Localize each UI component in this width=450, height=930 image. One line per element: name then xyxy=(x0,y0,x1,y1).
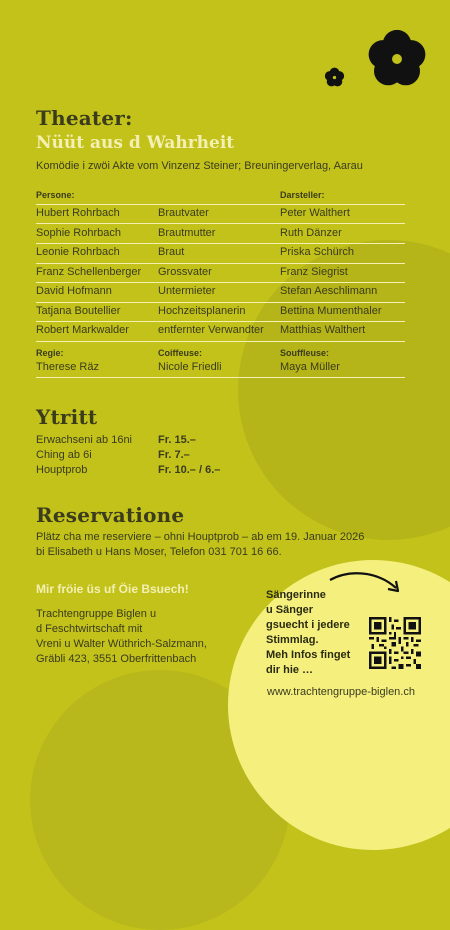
price-value: Fr. 15.– xyxy=(158,434,196,446)
cast-actor: Peter Walthert xyxy=(280,207,350,219)
address-line: Gräbli 423, 3551 Oberfrittenbach xyxy=(36,653,197,665)
cast-row xyxy=(36,282,405,302)
cast-row xyxy=(36,302,405,322)
cast-header-persone: Persone: xyxy=(36,190,75,200)
callout-line: dir hie … xyxy=(266,664,314,676)
welcome-text: Mir fröie üs uf Öie Bsuech! xyxy=(36,582,189,596)
reservation-text-line: bi Elisabeth u Hans Moser, Telefon 031 701 16 66. xyxy=(36,546,282,558)
price-value: Fr. 7.– xyxy=(158,449,190,461)
cast-actor: Matthias Walthert xyxy=(280,324,366,336)
callout-line: Stimmlag. xyxy=(266,634,319,646)
price-label: Erwachseni ab 16ni xyxy=(36,434,133,446)
cast-row xyxy=(36,224,405,244)
cast-person: Hubert Rohrbach xyxy=(36,207,120,219)
crew-name-souffleuse: Maya Müller xyxy=(280,361,340,373)
address-line: Vreni u Walter Wüthrich-Salzmann, xyxy=(36,638,207,650)
ytritt-heading: Ytritt xyxy=(36,405,98,429)
reservation-heading: Reservatione xyxy=(36,503,185,527)
cast-role: Hochzeitsplanerin xyxy=(158,304,246,317)
cast-person: Franz Schellenberger xyxy=(36,265,142,278)
price-label: Houptprob xyxy=(36,464,88,476)
small-flower-icon xyxy=(324,67,345,88)
website-link[interactable]: www.trachtengruppe-biglen.ch xyxy=(267,686,415,698)
cast-actor: Franz Siegrist xyxy=(280,265,348,278)
cast-person: Tatjana Boutellier xyxy=(36,304,121,317)
address-line: Trachtengruppe Biglen u xyxy=(36,608,157,620)
crew-name-regie: Therese Räz xyxy=(36,361,99,373)
reservation-text-line: Plätz cha me reserviere – ohni Houptprob – ab em 19. Januar 2026 xyxy=(36,531,365,543)
cast-actor: Bettina Mumenthaler xyxy=(280,304,382,317)
cast-row xyxy=(36,263,405,283)
cast-person: Leonie Rohrbach xyxy=(36,246,120,258)
cast-actor: Priska Schürch xyxy=(280,246,354,258)
theater-heading: Theater: xyxy=(36,106,133,130)
cast-role: Brautmutter xyxy=(158,226,216,239)
address-line: d Feschtwirtschaft mit xyxy=(36,623,143,635)
cast-row xyxy=(36,204,405,224)
choir-callout xyxy=(266,588,350,678)
callout-line: Sängerinne xyxy=(266,589,326,601)
cast-row xyxy=(36,321,405,341)
cast-person: Robert Markwalder xyxy=(36,324,129,336)
price-label: Ching ab 6i xyxy=(36,449,92,461)
divider xyxy=(36,377,405,378)
cast-person: Sophie Rohrbach xyxy=(36,226,122,239)
cast-role: Untermieter xyxy=(158,285,216,297)
divider xyxy=(36,341,405,342)
callout-line: u Sänger xyxy=(266,604,314,616)
crew-label-souffleuse: Souffleuse: xyxy=(280,348,330,358)
cast-role: entfernter Verwandter xyxy=(158,324,264,336)
play-title: Nüüt aus d Wahrheit xyxy=(36,133,235,153)
callout-line: gsuecht i jedere xyxy=(266,619,350,631)
cast-actor: Ruth Dänzer xyxy=(280,226,342,239)
crew-label-regie: Regie: xyxy=(36,348,64,358)
cast-actor: Stefan Aeschlimann xyxy=(280,285,378,297)
price-value: Fr. 10.– / 6.– xyxy=(158,464,221,476)
play-info: Komödie i zwöi Akte vom Vinzenz Steiner; Breuningerverlag, Aarau xyxy=(36,160,363,172)
flower-icon xyxy=(366,28,428,90)
qr-code[interactable] xyxy=(369,617,421,669)
cast-person: David Hofmann xyxy=(36,285,112,297)
cast-row xyxy=(36,243,405,263)
crew-name-coiffeuse: Nicole Friedli xyxy=(158,361,222,373)
callout-line: Meh Infos finget xyxy=(266,649,351,661)
cast-role: Braut xyxy=(158,246,185,258)
cast-role: Brautvater xyxy=(158,207,209,219)
crew-label-coiffeuse: Coiffeuse: xyxy=(158,348,203,358)
cast-role: Grossvater xyxy=(158,265,212,278)
cast-header-darsteller: Darsteller: xyxy=(280,190,325,200)
